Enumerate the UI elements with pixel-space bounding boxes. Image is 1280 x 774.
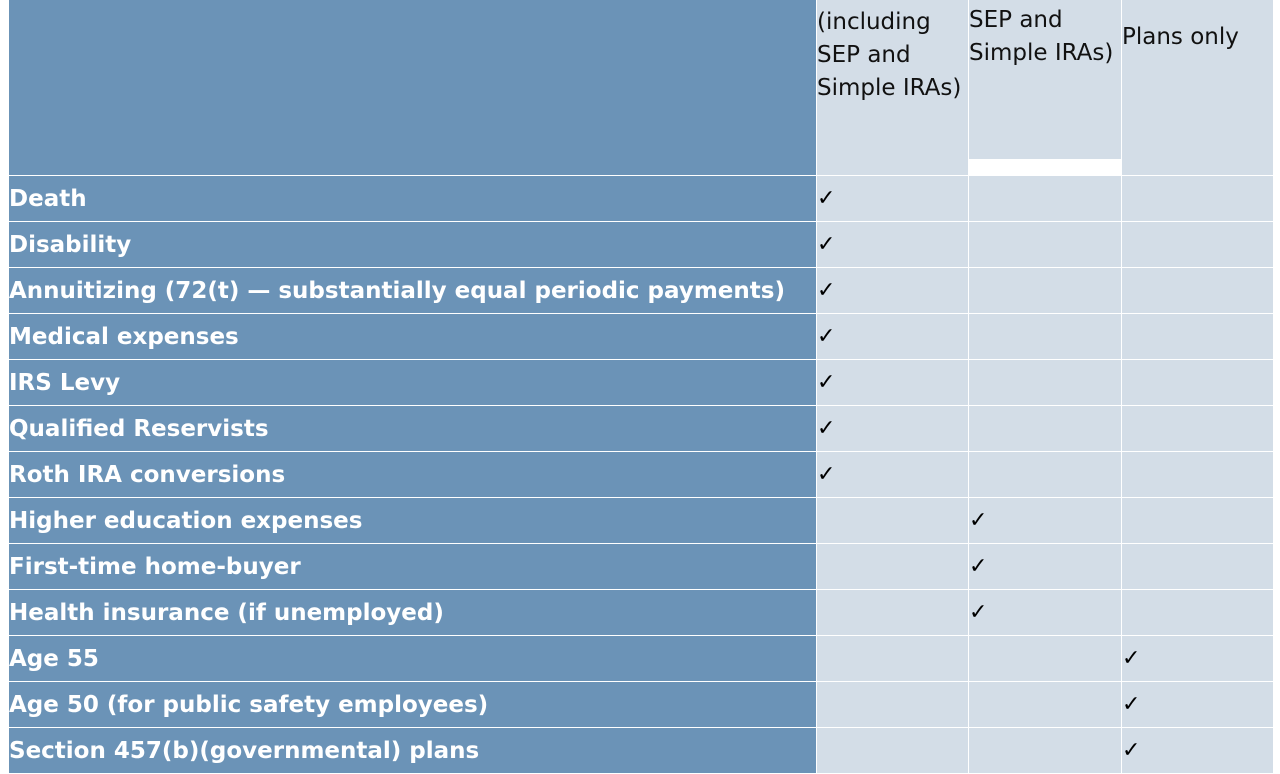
table-row: [9, 728, 1274, 774]
row-label: Disability: [9, 222, 817, 268]
empty-cell: [1122, 452, 1274, 498]
empty-cell: [1122, 222, 1274, 268]
exceptions-table: [8, 0, 1274, 774]
empty-cell: [1122, 360, 1274, 406]
checkmark-cell: ✓: [1122, 636, 1274, 682]
table-body: [9, 0, 1274, 774]
table-row: [9, 360, 1274, 406]
empty-cell: [969, 360, 1122, 406]
empty-cell: [1122, 314, 1274, 360]
checkmark-cell: ✓: [969, 590, 1122, 636]
row-label: IRS Levy: [9, 360, 817, 406]
row-label: First-time home-buyer: [9, 544, 817, 590]
table-row: [9, 544, 1274, 590]
empty-cell: [817, 728, 969, 774]
empty-cell: [969, 636, 1122, 682]
checkmark-cell: ✓: [969, 498, 1122, 544]
column-header-2: SEP and Simple IRAs): [969, 0, 1122, 160]
empty-cell: [817, 636, 969, 682]
checkmark-cell: ✓: [817, 268, 969, 314]
empty-cell: [1122, 406, 1274, 452]
empty-cell: [1122, 498, 1274, 544]
empty-cell: [969, 176, 1122, 222]
table-row: [9, 498, 1274, 544]
empty-cell: [1122, 590, 1274, 636]
checkmark-cell: ✓: [817, 406, 969, 452]
table-row: [9, 268, 1274, 314]
table-row: [9, 452, 1274, 498]
checkmark-cell: ✓: [969, 544, 1122, 590]
row-label: Higher education expenses: [9, 498, 817, 544]
table-row: [9, 406, 1274, 452]
row-label: Age 50 (for public safety employees): [9, 682, 817, 728]
empty-cell: [1122, 176, 1274, 222]
column-header-3: Plans only: [1122, 0, 1274, 176]
checkmark-cell: ✓: [817, 314, 969, 360]
empty-cell: [969, 406, 1122, 452]
row-label: Health insurance (if unemployed): [9, 590, 817, 636]
checkmark-cell: ✓: [1122, 682, 1274, 728]
empty-cell: [1122, 544, 1274, 590]
row-label: Qualified Reservists: [9, 406, 817, 452]
empty-cell: [817, 544, 969, 590]
empty-cell: [1122, 268, 1274, 314]
checkmark-cell: ✓: [817, 360, 969, 406]
empty-cell: [969, 268, 1122, 314]
row-label: Section 457(b)(governmental) plans: [9, 728, 817, 774]
header-corner-cell: [9, 0, 817, 176]
empty-cell: [969, 682, 1122, 728]
empty-cell: [969, 314, 1122, 360]
table-row: [9, 176, 1274, 222]
table-row: [9, 590, 1274, 636]
empty-cell: [969, 452, 1122, 498]
checkmark-cell: ✓: [817, 176, 969, 222]
checkmark-cell: ✓: [1122, 728, 1274, 774]
empty-cell: [969, 728, 1122, 774]
table-row: [9, 314, 1274, 360]
table-row: [9, 636, 1274, 682]
checkmark-cell: ✓: [817, 452, 969, 498]
row-label: Death: [9, 176, 817, 222]
empty-cell: [817, 590, 969, 636]
row-label: Roth IRA conversions: [9, 452, 817, 498]
empty-cell: [817, 682, 969, 728]
row-label: Age 55: [9, 636, 817, 682]
row-label: Annuitizing (72(t) — substantially equal periodic payments): [9, 268, 817, 314]
checkmark-cell: ✓: [817, 222, 969, 268]
table-row: [9, 222, 1274, 268]
table-header-row: [9, 0, 1274, 176]
row-label: Medical expenses: [9, 314, 817, 360]
column-header-1: (including SEP and Simple IRAs): [817, 0, 969, 176]
empty-cell: [817, 498, 969, 544]
table-row: [9, 682, 1274, 728]
empty-cell: [969, 222, 1122, 268]
